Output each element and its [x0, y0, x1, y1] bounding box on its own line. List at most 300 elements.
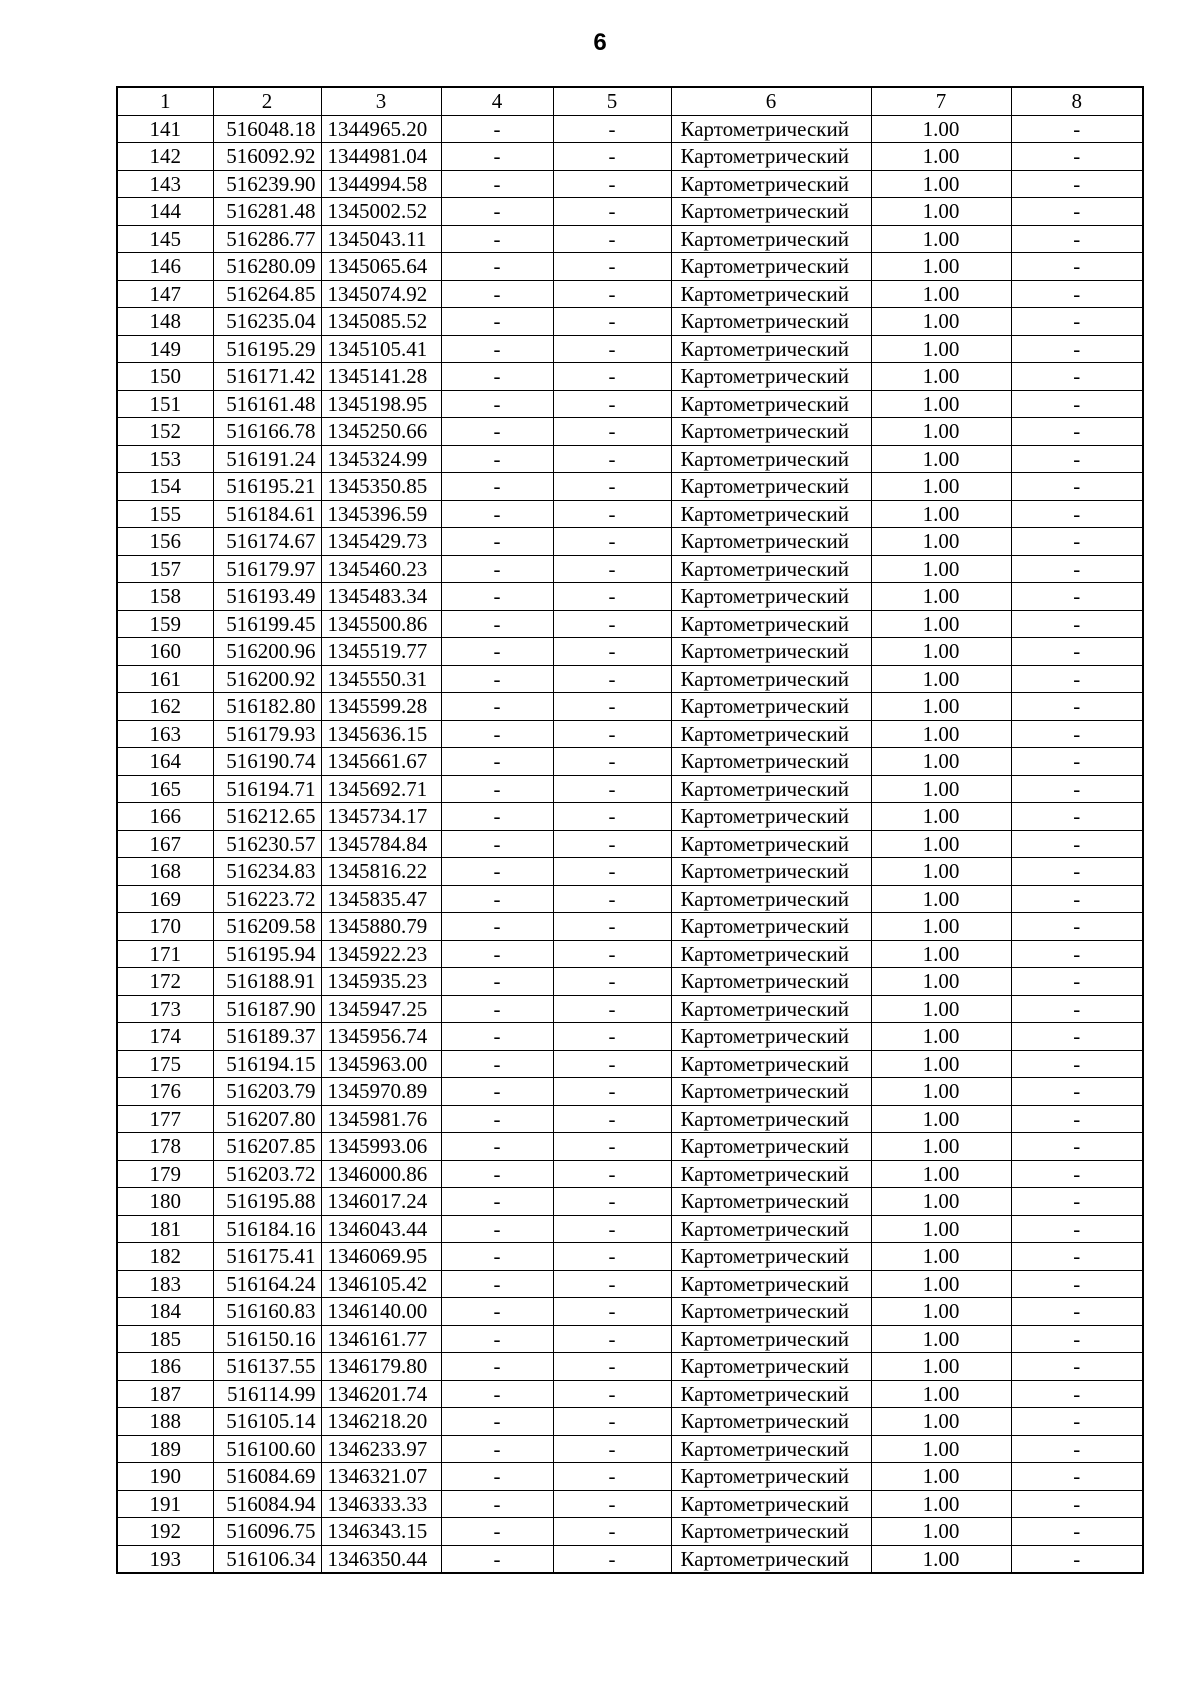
column-4-cell: -: [441, 253, 553, 281]
y-coordinate-cell: 1345963.00: [321, 1050, 441, 1078]
x-coordinate-cell: 516114.99: [213, 1380, 321, 1408]
column-8-cell: -: [1011, 1133, 1143, 1161]
column-8-cell: -: [1011, 1545, 1143, 1573]
x-coordinate-cell: 516106.34: [213, 1545, 321, 1573]
column-4-cell: -: [441, 1380, 553, 1408]
precision-cell: 1.00: [871, 1353, 1011, 1381]
y-coordinate-cell: 1345550.31: [321, 665, 441, 693]
point-number-cell: 160: [117, 638, 213, 666]
column-4-cell: -: [441, 170, 553, 198]
column-8-cell: -: [1011, 1050, 1143, 1078]
column-8-cell: -: [1011, 1380, 1143, 1408]
column-header: 6: [671, 87, 871, 115]
column-5-cell: -: [553, 1023, 671, 1051]
column-4-cell: -: [441, 1298, 553, 1326]
point-number-cell: 170: [117, 913, 213, 941]
method-cell: Картометрический: [671, 1490, 871, 1518]
table-row: [117, 1133, 1143, 1161]
point-number-cell: 148: [117, 308, 213, 336]
column-4-cell: -: [441, 500, 553, 528]
x-coordinate-cell: 516150.16: [213, 1325, 321, 1353]
method-cell: Картометрический: [671, 555, 871, 583]
column-5-cell: -: [553, 1270, 671, 1298]
table-row: [117, 1243, 1143, 1271]
x-coordinate-cell: 516048.18: [213, 115, 321, 143]
point-number-cell: 144: [117, 198, 213, 226]
column-8-cell: -: [1011, 720, 1143, 748]
method-cell: Картометрический: [671, 1270, 871, 1298]
point-number-cell: 159: [117, 610, 213, 638]
point-number-cell: 143: [117, 170, 213, 198]
table-row: [117, 913, 1143, 941]
point-number-cell: 147: [117, 280, 213, 308]
precision-cell: 1.00: [871, 1463, 1011, 1491]
column-4-cell: -: [441, 390, 553, 418]
table-row: [117, 1023, 1143, 1051]
point-number-cell: 175: [117, 1050, 213, 1078]
x-coordinate-cell: 516105.14: [213, 1408, 321, 1436]
column-4-cell: -: [441, 1160, 553, 1188]
y-coordinate-cell: 1346218.20: [321, 1408, 441, 1436]
precision-cell: 1.00: [871, 1408, 1011, 1436]
y-coordinate-cell: 1345483.34: [321, 583, 441, 611]
column-5-cell: -: [553, 1188, 671, 1216]
page-number: 6: [593, 29, 607, 56]
column-5-cell: -: [553, 253, 671, 281]
x-coordinate-cell: 516223.72: [213, 885, 321, 913]
table-row: [117, 1545, 1143, 1573]
table-row: [117, 665, 1143, 693]
x-coordinate-cell: 516234.83: [213, 858, 321, 886]
precision-cell: 1.00: [871, 665, 1011, 693]
column-4-cell: -: [441, 583, 553, 611]
method-cell: Картометрический: [671, 1023, 871, 1051]
column-4-cell: -: [441, 473, 553, 501]
column-4-cell: -: [441, 1188, 553, 1216]
table-row: [117, 1408, 1143, 1436]
x-coordinate-cell: 516184.16: [213, 1215, 321, 1243]
point-number-cell: 188: [117, 1408, 213, 1436]
point-number-cell: 191: [117, 1490, 213, 1518]
point-number-cell: 183: [117, 1270, 213, 1298]
x-coordinate-cell: 516166.78: [213, 418, 321, 446]
method-cell: Картометрический: [671, 418, 871, 446]
method-cell: Картометрический: [671, 995, 871, 1023]
column-5-cell: -: [553, 308, 671, 336]
method-cell: Картометрический: [671, 1215, 871, 1243]
column-4-cell: -: [441, 363, 553, 391]
column-8-cell: -: [1011, 473, 1143, 501]
point-number-cell: 187: [117, 1380, 213, 1408]
precision-cell: 1.00: [871, 253, 1011, 281]
column-5-cell: -: [553, 803, 671, 831]
table-row: [117, 830, 1143, 858]
precision-cell: 1.00: [871, 1215, 1011, 1243]
column-5-cell: -: [553, 198, 671, 226]
point-number-cell: 174: [117, 1023, 213, 1051]
precision-cell: 1.00: [871, 473, 1011, 501]
column-8-cell: -: [1011, 528, 1143, 556]
method-cell: Картометрический: [671, 1435, 871, 1463]
table-header-row: [117, 87, 1143, 115]
y-coordinate-cell: 1346161.77: [321, 1325, 441, 1353]
method-cell: Картометрический: [671, 693, 871, 721]
column-5-cell: -: [553, 1243, 671, 1271]
precision-cell: 1.00: [871, 170, 1011, 198]
column-8-cell: -: [1011, 1463, 1143, 1491]
column-5-cell: -: [553, 1215, 671, 1243]
column-5-cell: -: [553, 500, 671, 528]
column-4-cell: -: [441, 1023, 553, 1051]
precision-cell: 1.00: [871, 1518, 1011, 1546]
method-cell: Картометрический: [671, 610, 871, 638]
column-header: 3: [321, 87, 441, 115]
method-cell: Картометрический: [671, 748, 871, 776]
table-row: [117, 1105, 1143, 1133]
method-cell: Картометрический: [671, 115, 871, 143]
column-5-cell: -: [553, 225, 671, 253]
y-coordinate-cell: 1346179.80: [321, 1353, 441, 1381]
column-8-cell: -: [1011, 418, 1143, 446]
y-coordinate-cell: 1346321.07: [321, 1463, 441, 1491]
table-row: [117, 940, 1143, 968]
column-8-cell: -: [1011, 280, 1143, 308]
x-coordinate-cell: 516174.67: [213, 528, 321, 556]
table-row: [117, 610, 1143, 638]
column-8-cell: -: [1011, 1215, 1143, 1243]
column-8-cell: -: [1011, 693, 1143, 721]
column-5-cell: -: [553, 1298, 671, 1326]
table-row: [117, 500, 1143, 528]
method-cell: Картометрический: [671, 720, 871, 748]
column-8-cell: -: [1011, 1490, 1143, 1518]
x-coordinate-cell: 516230.57: [213, 830, 321, 858]
column-5-cell: -: [553, 170, 671, 198]
column-8-cell: -: [1011, 1353, 1143, 1381]
column-4-cell: -: [441, 885, 553, 913]
x-coordinate-cell: 516194.15: [213, 1050, 321, 1078]
y-coordinate-cell: 1346233.97: [321, 1435, 441, 1463]
table-row: [117, 1078, 1143, 1106]
table-row: [117, 638, 1143, 666]
column-8-cell: -: [1011, 1023, 1143, 1051]
method-cell: Картометрический: [671, 638, 871, 666]
x-coordinate-cell: 516203.79: [213, 1078, 321, 1106]
column-4-cell: -: [441, 803, 553, 831]
table-row: [117, 1188, 1143, 1216]
y-coordinate-cell: 1345636.15: [321, 720, 441, 748]
column-4-cell: -: [441, 995, 553, 1023]
table-row: [117, 693, 1143, 721]
table-row: [117, 858, 1143, 886]
method-cell: Картометрический: [671, 1133, 871, 1161]
y-coordinate-cell: 1345935.23: [321, 968, 441, 996]
y-coordinate-cell: 1344994.58: [321, 170, 441, 198]
column-5-cell: -: [553, 1050, 671, 1078]
column-8-cell: -: [1011, 638, 1143, 666]
y-coordinate-cell: 1345429.73: [321, 528, 441, 556]
method-cell: Картометрический: [671, 968, 871, 996]
table-row: [117, 1353, 1143, 1381]
precision-cell: 1.00: [871, 720, 1011, 748]
point-number-cell: 150: [117, 363, 213, 391]
table-row: [117, 1435, 1143, 1463]
method-cell: Картометрический: [671, 363, 871, 391]
column-5-cell: -: [553, 115, 671, 143]
precision-cell: 1.00: [871, 583, 1011, 611]
precision-cell: 1.00: [871, 390, 1011, 418]
y-coordinate-cell: 1346140.00: [321, 1298, 441, 1326]
column-header: 4: [441, 87, 553, 115]
column-5-cell: -: [553, 1380, 671, 1408]
point-number-cell: 155: [117, 500, 213, 528]
method-cell: Картометрический: [671, 1298, 871, 1326]
table-row: [117, 775, 1143, 803]
column-8-cell: -: [1011, 500, 1143, 528]
x-coordinate-cell: 516195.29: [213, 335, 321, 363]
column-8-cell: -: [1011, 665, 1143, 693]
column-4-cell: -: [441, 913, 553, 941]
column-5-cell: -: [553, 555, 671, 583]
column-4-cell: -: [441, 968, 553, 996]
precision-cell: 1.00: [871, 335, 1011, 363]
column-4-cell: -: [441, 308, 553, 336]
point-number-cell: 190: [117, 1463, 213, 1491]
table-row: [117, 445, 1143, 473]
table-row: [117, 1160, 1143, 1188]
point-number-cell: 168: [117, 858, 213, 886]
x-coordinate-cell: 516200.96: [213, 638, 321, 666]
column-5-cell: -: [553, 1078, 671, 1106]
column-5-cell: -: [553, 1518, 671, 1546]
x-coordinate-cell: 516286.77: [213, 225, 321, 253]
column-8-cell: -: [1011, 335, 1143, 363]
point-number-cell: 167: [117, 830, 213, 858]
column-4-cell: -: [441, 748, 553, 776]
method-cell: Картометрический: [671, 940, 871, 968]
column-4-cell: -: [441, 775, 553, 803]
precision-cell: 1.00: [871, 610, 1011, 638]
point-number-cell: 142: [117, 143, 213, 171]
column-4-cell: -: [441, 1133, 553, 1161]
column-8-cell: -: [1011, 115, 1143, 143]
y-coordinate-cell: 1345105.41: [321, 335, 441, 363]
column-4-cell: -: [441, 225, 553, 253]
column-5-cell: -: [553, 363, 671, 391]
column-8-cell: -: [1011, 555, 1143, 583]
precision-cell: 1.00: [871, 638, 1011, 666]
column-4-cell: -: [441, 1545, 553, 1573]
x-coordinate-cell: 516100.60: [213, 1435, 321, 1463]
y-coordinate-cell: 1345198.95: [321, 390, 441, 418]
column-5-cell: -: [553, 1490, 671, 1518]
column-8-cell: -: [1011, 390, 1143, 418]
point-number-cell: 146: [117, 253, 213, 281]
table-row: [117, 1215, 1143, 1243]
column-8-cell: -: [1011, 1270, 1143, 1298]
column-8-cell: -: [1011, 803, 1143, 831]
y-coordinate-cell: 1346000.86: [321, 1160, 441, 1188]
column-5-cell: -: [553, 445, 671, 473]
point-number-cell: 172: [117, 968, 213, 996]
precision-cell: 1.00: [871, 995, 1011, 1023]
y-coordinate-cell: 1345085.52: [321, 308, 441, 336]
precision-cell: 1.00: [871, 913, 1011, 941]
precision-cell: 1.00: [871, 1298, 1011, 1326]
y-coordinate-cell: 1345396.59: [321, 500, 441, 528]
table-row: [117, 1298, 1143, 1326]
column-8-cell: -: [1011, 913, 1143, 941]
table-row: [117, 115, 1143, 143]
method-cell: Картометрический: [671, 253, 871, 281]
x-coordinate-cell: 516193.49: [213, 583, 321, 611]
table-row: [117, 555, 1143, 583]
point-number-cell: 178: [117, 1133, 213, 1161]
column-8-cell: -: [1011, 363, 1143, 391]
table-row: [117, 1490, 1143, 1518]
precision-cell: 1.00: [871, 858, 1011, 886]
y-coordinate-cell: 1345880.79: [321, 913, 441, 941]
table-row: [117, 418, 1143, 446]
precision-cell: 1.00: [871, 1545, 1011, 1573]
x-coordinate-cell: 516189.37: [213, 1023, 321, 1051]
precision-cell: 1.00: [871, 1133, 1011, 1161]
point-number-cell: 182: [117, 1243, 213, 1271]
point-number-cell: 162: [117, 693, 213, 721]
point-number-cell: 141: [117, 115, 213, 143]
x-coordinate-cell: 516175.41: [213, 1243, 321, 1271]
method-cell: Картометрический: [671, 198, 871, 226]
y-coordinate-cell: 1345993.06: [321, 1133, 441, 1161]
y-coordinate-cell: 1345324.99: [321, 445, 441, 473]
coordinates-table: [116, 86, 1144, 1574]
column-header: 1: [117, 87, 213, 115]
x-coordinate-cell: 516160.83: [213, 1298, 321, 1326]
column-8-cell: -: [1011, 170, 1143, 198]
column-header: 8: [1011, 87, 1143, 115]
column-4-cell: -: [441, 720, 553, 748]
x-coordinate-cell: 516209.58: [213, 913, 321, 941]
column-5-cell: -: [553, 1133, 671, 1161]
y-coordinate-cell: 1345692.71: [321, 775, 441, 803]
precision-cell: 1.00: [871, 775, 1011, 803]
column-8-cell: -: [1011, 143, 1143, 171]
x-coordinate-cell: 516182.80: [213, 693, 321, 721]
column-8-cell: -: [1011, 445, 1143, 473]
y-coordinate-cell: 1345250.66: [321, 418, 441, 446]
point-number-cell: 149: [117, 335, 213, 363]
precision-cell: 1.00: [871, 1270, 1011, 1298]
point-number-cell: 151: [117, 390, 213, 418]
x-coordinate-cell: 516280.09: [213, 253, 321, 281]
y-coordinate-cell: 1344965.20: [321, 115, 441, 143]
point-number-cell: 180: [117, 1188, 213, 1216]
column-5-cell: -: [553, 335, 671, 363]
y-coordinate-cell: 1345074.92: [321, 280, 441, 308]
y-coordinate-cell: 1345460.23: [321, 555, 441, 583]
column-8-cell: -: [1011, 968, 1143, 996]
column-8-cell: -: [1011, 858, 1143, 886]
column-8-cell: -: [1011, 1188, 1143, 1216]
x-coordinate-cell: 516264.85: [213, 280, 321, 308]
y-coordinate-cell: 1346017.24: [321, 1188, 441, 1216]
precision-cell: 1.00: [871, 198, 1011, 226]
precision-cell: 1.00: [871, 748, 1011, 776]
point-number-cell: 165: [117, 775, 213, 803]
column-5-cell: -: [553, 610, 671, 638]
precision-cell: 1.00: [871, 418, 1011, 446]
table-row: [117, 583, 1143, 611]
y-coordinate-cell: 1345141.28: [321, 363, 441, 391]
y-coordinate-cell: 1345599.28: [321, 693, 441, 721]
point-number-cell: 171: [117, 940, 213, 968]
table-row: [117, 1050, 1143, 1078]
precision-cell: 1.00: [871, 1380, 1011, 1408]
method-cell: Картометрический: [671, 1545, 871, 1573]
column-8-cell: -: [1011, 748, 1143, 776]
point-number-cell: 145: [117, 225, 213, 253]
method-cell: Картометрический: [671, 913, 871, 941]
x-coordinate-cell: 516212.65: [213, 803, 321, 831]
precision-cell: 1.00: [871, 445, 1011, 473]
precision-cell: 1.00: [871, 1105, 1011, 1133]
precision-cell: 1.00: [871, 1243, 1011, 1271]
table-row: [117, 1325, 1143, 1353]
y-coordinate-cell: 1345947.25: [321, 995, 441, 1023]
column-header: 2: [213, 87, 321, 115]
point-number-cell: 156: [117, 528, 213, 556]
method-cell: Картометрический: [671, 665, 871, 693]
column-8-cell: -: [1011, 225, 1143, 253]
column-8-cell: -: [1011, 1105, 1143, 1133]
point-number-cell: 163: [117, 720, 213, 748]
column-5-cell: -: [553, 583, 671, 611]
table-row: [117, 885, 1143, 913]
column-8-cell: -: [1011, 610, 1143, 638]
column-8-cell: -: [1011, 775, 1143, 803]
column-8-cell: -: [1011, 253, 1143, 281]
column-5-cell: -: [553, 693, 671, 721]
method-cell: Картометрический: [671, 803, 871, 831]
column-4-cell: -: [441, 1353, 553, 1381]
method-cell: Картометрический: [671, 280, 871, 308]
column-8-cell: -: [1011, 995, 1143, 1023]
point-number-cell: 179: [117, 1160, 213, 1188]
precision-cell: 1.00: [871, 1188, 1011, 1216]
method-cell: Картометрический: [671, 500, 871, 528]
column-4-cell: -: [441, 528, 553, 556]
x-coordinate-cell: 516207.80: [213, 1105, 321, 1133]
column-4-cell: -: [441, 1490, 553, 1518]
table-row: [117, 390, 1143, 418]
point-number-cell: 157: [117, 555, 213, 583]
y-coordinate-cell: 1345500.86: [321, 610, 441, 638]
column-4-cell: -: [441, 1105, 553, 1133]
x-coordinate-cell: 516190.74: [213, 748, 321, 776]
method-cell: Картометрический: [671, 143, 871, 171]
x-coordinate-cell: 516179.97: [213, 555, 321, 583]
column-8-cell: -: [1011, 885, 1143, 913]
column-5-cell: -: [553, 418, 671, 446]
column-5-cell: -: [553, 940, 671, 968]
x-coordinate-cell: 516239.90: [213, 170, 321, 198]
x-coordinate-cell: 516207.85: [213, 1133, 321, 1161]
precision-cell: 1.00: [871, 940, 1011, 968]
column-8-cell: -: [1011, 1435, 1143, 1463]
y-coordinate-cell: 1345519.77: [321, 638, 441, 666]
column-4-cell: -: [441, 198, 553, 226]
y-coordinate-cell: 1346343.15: [321, 1518, 441, 1546]
